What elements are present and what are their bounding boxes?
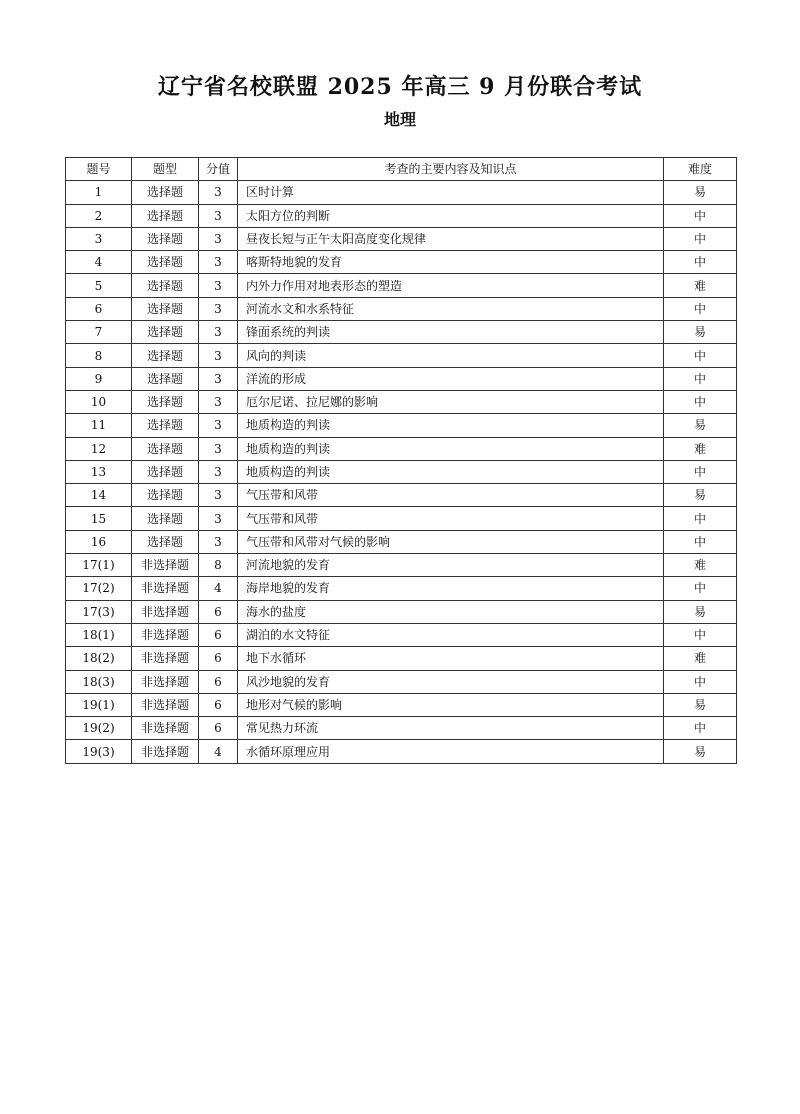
table-row [66,693,737,716]
cell-score: 8 [199,554,238,577]
cell-score: 3 [199,227,238,250]
cell-difficulty: 中 [664,227,737,250]
cell-question-type: 选择题 [132,507,199,530]
table-row [66,437,737,460]
cell-question-type: 选择题 [132,181,199,204]
cell-question-number: 9 [66,367,132,390]
cell-content: 常见热力环流 [238,717,664,740]
cell-difficulty: 中 [664,390,737,413]
cell-difficulty: 中 [664,460,737,483]
cell-content: 地质构造的判读 [238,460,664,483]
cell-content: 昼夜长短与正午太阳高度变化规律 [238,227,664,250]
cell-content: 地形对气候的影响 [238,693,664,716]
cell-score: 3 [199,484,238,507]
table-row [66,740,737,763]
table-row [66,204,737,227]
cell-question-type: 非选择题 [132,554,199,577]
cell-difficulty: 易 [664,693,737,716]
cell-difficulty: 难 [664,437,737,460]
cell-question-type: 选择题 [132,414,199,437]
cell-question-number: 19(1) [66,693,132,716]
cell-question-type: 选择题 [132,484,199,507]
cell-content: 河流水文和水系特征 [238,297,664,320]
cell-question-type: 选择题 [132,390,199,413]
cell-question-type: 非选择题 [132,647,199,670]
cell-question-number: 14 [66,484,132,507]
cell-difficulty: 中 [664,623,737,646]
cell-score: 3 [199,297,238,320]
cell-difficulty: 中 [664,367,737,390]
cell-question-number: 11 [66,414,132,437]
cell-content: 太阳方位的判断 [238,204,664,227]
cell-difficulty: 难 [664,274,737,297]
cell-question-type: 选择题 [132,274,199,297]
table-row [66,717,737,740]
table-row [66,577,737,600]
cell-difficulty: 中 [664,204,737,227]
table-row [66,251,737,274]
table-row [66,600,737,623]
cell-score: 4 [199,740,238,763]
cell-question-number: 19(2) [66,717,132,740]
cell-content: 风向的判读 [238,344,664,367]
table-row [66,530,737,553]
column-header-score: 分值 [199,158,238,181]
column-header-question-type: 题型 [132,158,199,181]
table-row [66,274,737,297]
cell-question-type: 选择题 [132,437,199,460]
table-row [66,344,737,367]
cell-score: 4 [199,577,238,600]
cell-score: 3 [199,437,238,460]
cell-difficulty: 易 [664,181,737,204]
cell-question-type: 选择题 [132,460,199,483]
cell-content: 地下水循环 [238,647,664,670]
cell-score: 3 [199,414,238,437]
cell-difficulty: 中 [664,717,737,740]
cell-question-number: 8 [66,344,132,367]
cell-question-type: 选择题 [132,321,199,344]
cell-content: 内外力作用对地表形态的塑造 [238,274,664,297]
table-row [66,484,737,507]
cell-question-number: 2 [66,204,132,227]
cell-difficulty: 易 [664,484,737,507]
table-row [66,297,737,320]
cell-content: 喀斯特地貌的发育 [238,251,664,274]
cell-question-number: 16 [66,530,132,553]
cell-question-type: 非选择题 [132,740,199,763]
cell-difficulty: 难 [664,554,737,577]
cell-difficulty: 易 [664,321,737,344]
cell-question-type: 选择题 [132,227,199,250]
cell-question-number: 4 [66,251,132,274]
cell-question-type: 选择题 [132,297,199,320]
cell-content: 风沙地貌的发育 [238,670,664,693]
table-row [66,414,737,437]
table-row [66,554,737,577]
cell-question-type: 选择题 [132,251,199,274]
cell-question-type: 选择题 [132,367,199,390]
cell-difficulty: 中 [664,297,737,320]
table-row [66,460,737,483]
cell-question-type: 非选择题 [132,577,199,600]
cell-content: 气压带和风带对气候的影响 [238,530,664,553]
table-row [66,321,737,344]
cell-score: 3 [199,344,238,367]
cell-question-number: 5 [66,274,132,297]
cell-question-number: 6 [66,297,132,320]
cell-content: 气压带和风带 [238,484,664,507]
cell-content: 海水的盐度 [238,600,664,623]
cell-question-number: 19(3) [66,740,132,763]
cell-question-number: 3 [66,227,132,250]
cell-content: 河流地貌的发育 [238,554,664,577]
cell-content: 湖泊的水文特征 [238,623,664,646]
cell-difficulty: 中 [664,577,737,600]
column-header-question-number: 题号 [66,158,132,181]
table-row [66,647,737,670]
cell-score: 6 [199,600,238,623]
cell-score: 3 [199,251,238,274]
cell-question-number: 13 [66,460,132,483]
cell-score: 3 [199,274,238,297]
cell-score: 3 [199,460,238,483]
table-row [66,181,737,204]
table-row [66,367,737,390]
cell-question-number: 15 [66,507,132,530]
cell-question-number: 18(3) [66,670,132,693]
cell-content: 地质构造的判读 [238,414,664,437]
table-row [66,390,737,413]
cell-score: 6 [199,693,238,716]
cell-question-type: 非选择题 [132,670,199,693]
subject-heading: 地理 [383,110,416,129]
cell-difficulty: 中 [664,507,737,530]
table-body [66,181,737,763]
cell-question-type: 选择题 [132,204,199,227]
cell-question-type: 非选择题 [132,623,199,646]
cell-difficulty: 难 [664,647,737,670]
cell-content: 气压带和风带 [238,507,664,530]
cell-score: 6 [199,623,238,646]
cell-question-type: 非选择题 [132,600,199,623]
cell-content: 海岸地貌的发育 [238,577,664,600]
cell-content: 厄尔尼诺、拉尼娜的影响 [238,390,664,413]
cell-question-number: 17(2) [66,577,132,600]
cell-score: 3 [199,530,238,553]
cell-question-number: 10 [66,390,132,413]
cell-content: 地质构造的判读 [238,437,664,460]
table-row [66,623,737,646]
cell-question-type: 选择题 [132,344,199,367]
cell-question-number: 18(2) [66,647,132,670]
cell-score: 3 [199,321,238,344]
cell-score: 6 [199,647,238,670]
column-header-content: 考查的主要内容及知识点 [238,158,664,181]
cell-question-type: 非选择题 [132,717,199,740]
cell-difficulty: 易 [664,740,737,763]
cell-score: 3 [199,181,238,204]
cell-difficulty: 中 [664,251,737,274]
cell-difficulty: 易 [664,414,737,437]
cell-difficulty: 中 [664,530,737,553]
cell-question-number: 18(1) [66,623,132,646]
cell-question-number: 17(1) [66,554,132,577]
cell-difficulty: 中 [664,344,737,367]
cell-content: 区时计算 [238,181,664,204]
cell-question-type: 选择题 [132,530,199,553]
cell-score: 3 [199,204,238,227]
cell-content: 锋面系统的判读 [238,321,664,344]
cell-content: 水循环原理应用 [238,740,664,763]
cell-question-number: 7 [66,321,132,344]
page-title: 辽宁省名校联盟 2025 年高三 9 月份联合考试 [157,74,643,100]
cell-content: 洋流的形成 [238,367,664,390]
score-table [65,157,737,764]
cell-score: 3 [199,507,238,530]
cell-difficulty: 中 [664,670,737,693]
table-row [66,227,737,250]
table-header-row [66,158,737,181]
cell-score: 3 [199,367,238,390]
cell-question-number: 12 [66,437,132,460]
cell-difficulty: 易 [664,600,737,623]
cell-question-number: 1 [66,181,132,204]
cell-score: 3 [199,390,238,413]
cell-question-number: 17(3) [66,600,132,623]
table-row [66,507,737,530]
column-header-difficulty: 难度 [664,158,737,181]
cell-score: 6 [199,670,238,693]
cell-question-type: 非选择题 [132,693,199,716]
table-row [66,670,737,693]
cell-score: 6 [199,717,238,740]
